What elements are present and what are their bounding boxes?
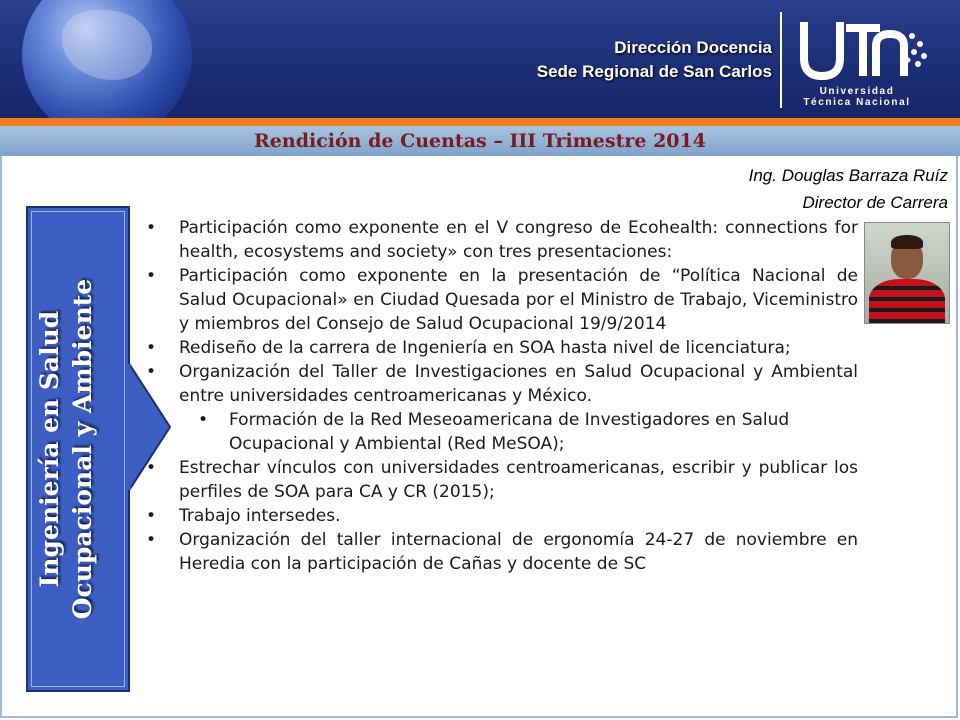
bullet-icon: •	[146, 338, 157, 358]
list-item: • Rediseño de la carrera de Ingeniería en SOA hasta nivel de licenciatura;	[146, 338, 791, 358]
author-block	[749, 162, 948, 216]
title-banner	[0, 126, 960, 156]
list-item: • Participación como exponente en el V congreso de Ecohealth: connections for health, ecosystems and society» con tres presentaciones:	[146, 218, 858, 262]
author-role: Director de Carrera	[802, 193, 948, 212]
list-sub-item: • Formación de la Red Meseoamericana de Investigadores en Salud Ocupacional y Ambiental (Red MeSOA);	[198, 410, 790, 454]
list-item: • Participación como exponente en la presentación de “Política Nacional de Salud Ocupacional» en Ciudad Quesada por el Ministro de Trabajo, Viceministro y miembros del Consejo de Salud Ocupacional 19/9/2014	[146, 266, 858, 334]
bullet-icon: •	[146, 506, 157, 526]
header-line-1: Dirección Docencia	[614, 38, 772, 57]
director-photo	[864, 222, 950, 324]
list-item: • Organización del taller internacional de ergonomía 24-27 de noviembre en Heredia con la participación de Cañas y docente de SC	[146, 530, 858, 574]
logo-caption-line-2: Técnica Nacional	[803, 97, 911, 108]
bullet-icon: •	[146, 218, 157, 238]
bullet-icon: •	[146, 266, 157, 286]
list-item: • Trabajo intersedes.	[146, 506, 341, 526]
program-title-line-1: Ingeniería en Salud	[35, 310, 64, 588]
utn-logo-caption	[802, 86, 912, 108]
bullet-icon: •	[146, 362, 157, 382]
bullet-icon: •	[146, 458, 157, 478]
header-title	[537, 36, 772, 84]
header-line-2: Sede Regional de San Carlos	[536, 62, 772, 81]
banner-title: Rendición de Cuentas – III Trimestre 2014	[254, 130, 706, 152]
activity-list	[146, 216, 858, 576]
list-item: • Estrechar vínculos con universidades centroamericanas, escribir y publicar los perfiles de SOA para CA y CR (2015);	[146, 458, 858, 502]
orange-stripe	[0, 118, 960, 126]
header-divider	[780, 12, 782, 108]
bullet-icon: •	[146, 530, 157, 550]
bullet-icon: •	[198, 410, 209, 430]
globe-image	[22, 0, 192, 118]
logo-caption-line-1: Universidad	[819, 86, 895, 97]
header-bar	[0, 0, 960, 118]
utn-logo-mark	[796, 14, 936, 86]
list-item: • Organización del Taller de Investigaciones en Salud Ocupacional y Ambiental entre universidades centroamericanas y México.	[146, 362, 858, 406]
program-title-line-2: Ocupacional y Ambiente	[68, 278, 97, 620]
utn-logo	[796, 14, 956, 112]
author-name: Ing. Douglas Barraza Ruíz	[748, 166, 948, 185]
program-title	[33, 234, 123, 664]
